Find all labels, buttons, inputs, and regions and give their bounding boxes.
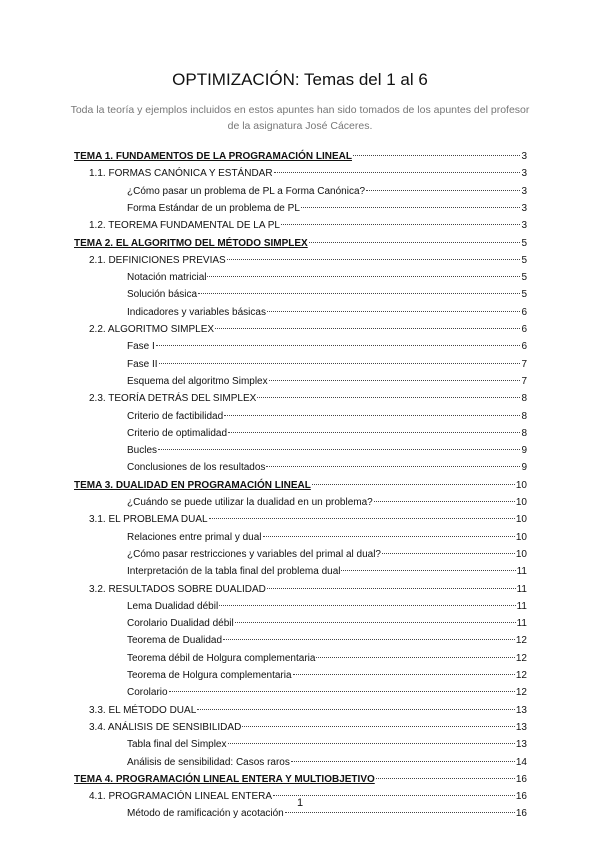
toc-entry[interactable] — [127, 548, 527, 561]
toc-entry-page: 11 — [516, 601, 527, 612]
toc-entry[interactable] — [74, 237, 527, 250]
toc-entry[interactable] — [127, 461, 527, 474]
page-number: 1 — [296, 797, 304, 809]
toc-entry-title: Criterio de optimalidad — [127, 428, 228, 439]
toc-dot-leader — [266, 466, 520, 467]
toc-entry[interactable] — [74, 150, 527, 163]
toc-entry[interactable] — [127, 669, 527, 682]
toc-entry-title: Fase I — [127, 341, 155, 352]
toc-entry-page: 6 — [521, 324, 527, 335]
toc-entry-title: 1.2. TEOREMA FUNDAMENTAL DE LA PL — [89, 220, 280, 231]
toc-entry[interactable] — [74, 479, 527, 492]
toc-entry-title: Teorema de Dualidad — [127, 635, 223, 646]
toc-entry[interactable] — [127, 271, 527, 284]
toc-entry-page: 5 — [521, 272, 527, 283]
toc-entry-title: 3.4. ANÁLISIS DE SENSIBILIDAD — [89, 722, 242, 733]
toc-entry-title: 4.1. PROGRAMACIÓN LINEAL ENTERA — [89, 791, 273, 802]
toc-entry[interactable] — [127, 617, 527, 630]
toc-entry-title: ¿Cómo pasar un problema de PL a Forma Canónica? — [127, 186, 366, 197]
toc-dot-leader — [156, 345, 521, 346]
toc-entry[interactable] — [89, 583, 527, 596]
toc-entry-title: Método de ramificación y acotación — [127, 808, 284, 819]
toc-entry-title: 2.3. TEORÍA DETRÁS DEL SIMPLEX — [89, 393, 257, 404]
toc-entry-title: TEMA 2. EL ALGORITMO DEL MÉTODO SIMPLEX — [74, 238, 308, 249]
toc-entry-page: 6 — [521, 341, 527, 352]
toc-entry-page: 8 — [521, 411, 527, 422]
toc-entry-title: 2.1. DEFINICIONES PREVIAS — [89, 255, 226, 266]
toc-entry-title: Teorema de Holgura complementaria — [127, 670, 292, 681]
toc-dot-leader — [159, 363, 521, 364]
toc-entry-page: 16 — [515, 791, 527, 802]
toc-entry-page: 7 — [521, 359, 527, 370]
toc-entry-title: Tabla final del Simplex — [127, 739, 227, 750]
toc-entry-page: 5 — [521, 238, 527, 249]
toc-dot-leader — [228, 432, 520, 433]
toc-entry-page: 13 — [515, 722, 527, 733]
toc-dot-leader — [242, 726, 515, 727]
toc-dot-leader — [267, 311, 520, 312]
toc-entry[interactable] — [127, 288, 527, 301]
toc-entry-page: 3 — [521, 203, 527, 214]
toc-entry-page: 8 — [521, 428, 527, 439]
toc-entry-title: Corolario Dualidad débil — [127, 618, 234, 629]
toc-entry-page: 3 — [521, 220, 527, 231]
toc-entry[interactable] — [127, 634, 527, 647]
toc-entry[interactable] — [89, 254, 527, 267]
toc-entry-title: TEMA 4. PROGRAMACIÓN LINEAL ENTERA Y MULTIOBJETIVO — [74, 774, 375, 785]
toc-dot-leader — [312, 484, 515, 485]
toc-dot-leader — [215, 328, 520, 329]
toc-entry-title: 3.2. RESULTADOS SOBRE DUALIDAD — [89, 584, 266, 595]
toc-dot-leader — [353, 155, 520, 156]
toc-entry-page: 13 — [515, 705, 527, 716]
toc-dot-leader — [293, 674, 515, 675]
toc-entry-title: 1.1. FORMAS CANÓNICA Y ESTÁNDAR — [89, 168, 273, 179]
toc-entry-page: 6 — [521, 307, 527, 318]
toc-entry-title: ¿Cómo pasar restricciones y variables del primal al dual? — [127, 549, 381, 560]
toc-entry[interactable] — [127, 444, 527, 457]
toc-entry[interactable] — [127, 202, 527, 215]
toc-dot-leader — [224, 415, 520, 416]
toc-entry[interactable] — [127, 306, 527, 319]
toc-entry-page: 7 — [521, 376, 527, 387]
toc-dot-leader — [374, 501, 515, 502]
toc-entry[interactable] — [89, 704, 527, 717]
toc-entry-title: Interpretación de la tabla final del problema dual — [127, 566, 341, 577]
toc-dot-leader — [198, 293, 520, 294]
toc-entry[interactable] — [127, 652, 527, 665]
toc-entry-title: Solución básica — [127, 289, 198, 300]
toc-dot-leader — [382, 553, 515, 554]
toc-entry-page: 11 — [516, 618, 527, 629]
toc-entry[interactable] — [89, 167, 527, 180]
toc-entry-page: 12 — [515, 635, 527, 646]
toc-dot-leader — [274, 172, 521, 173]
toc-entry-title: 3.3. EL MÉTODO DUAL — [89, 705, 197, 716]
toc-entry-page: 11 — [516, 566, 527, 577]
toc-dot-leader — [197, 709, 515, 710]
toc-entry-title: Fase II — [127, 359, 158, 370]
toc-dot-leader — [316, 657, 514, 658]
toc-entry-page: 10 — [515, 532, 527, 543]
toc-entry-page: 10 — [515, 549, 527, 560]
toc-entry-title: TEMA 3. DUALIDAD EN PROGRAMACIÓN LINEAL — [74, 480, 311, 491]
toc-entry-title: Esquema del algoritmo Simplex — [127, 376, 268, 387]
toc-dot-leader — [219, 605, 515, 606]
toc-dot-leader — [158, 449, 520, 450]
toc-entry-page: 3 — [521, 151, 527, 162]
toc-entry-page: 9 — [521, 462, 527, 473]
toc-entry-page: 12 — [515, 653, 527, 664]
toc-dot-leader — [376, 778, 515, 779]
toc-entry-title: Notación matricial — [127, 272, 207, 283]
toc-entry-title: Teorema débil de Holgura complementaria — [127, 653, 316, 664]
toc-dot-leader — [281, 224, 520, 225]
toc-entry-page: 13 — [515, 739, 527, 750]
toc-entry[interactable] — [89, 392, 527, 405]
toc-entry[interactable] — [127, 565, 527, 578]
toc-entry[interactable] — [89, 219, 527, 232]
toc-entry[interactable] — [127, 686, 527, 699]
toc-entry-title: 2.2. ALGORITMO SIMPLEX — [89, 324, 215, 335]
toc-entry-title: Corolario — [127, 687, 168, 698]
toc-entry-title: TEMA 1. FUNDAMENTOS DE LA PROGRAMACIÓN LINEAL — [74, 151, 352, 162]
toc-entry[interactable] — [127, 410, 527, 423]
toc-entry-page: 10 — [515, 514, 527, 525]
toc-entry[interactable] — [127, 600, 527, 613]
toc-entry-title: Análisis de sensibilidad: Casos raros — [127, 757, 290, 768]
toc-dot-leader — [235, 622, 516, 623]
toc-entry[interactable] — [127, 531, 527, 544]
toc-entry[interactable] — [127, 756, 527, 769]
toc-entry-page: 5 — [521, 289, 527, 300]
toc-entry-page: 16 — [515, 774, 527, 785]
toc-entry-page: 3 — [521, 168, 527, 179]
toc-entry[interactable] — [127, 375, 527, 388]
toc-dot-leader — [209, 518, 515, 519]
toc-entry[interactable] — [89, 323, 527, 336]
toc-dot-leader — [257, 397, 520, 398]
toc-entry-title: 3.1. EL PROBLEMA DUAL — [89, 514, 208, 525]
toc-dot-leader — [227, 259, 521, 260]
toc-entry[interactable] — [74, 773, 527, 786]
toc-dot-leader — [301, 207, 521, 208]
toc-entry[interactable] — [89, 721, 527, 734]
toc-dot-leader — [341, 570, 515, 571]
toc-dot-leader — [291, 761, 515, 762]
toc-entry[interactable] — [127, 185, 527, 198]
toc-entry-page: 9 — [521, 445, 527, 456]
toc-entry-page: 3 — [521, 186, 527, 197]
toc-entry[interactable] — [127, 427, 527, 440]
toc-entry-page: 16 — [515, 808, 527, 819]
toc-dot-leader — [366, 190, 520, 191]
toc-entry-title: Conclusiones de los resultados — [127, 462, 266, 473]
toc-entry[interactable] — [127, 358, 527, 371]
toc-dot-leader — [263, 536, 515, 537]
toc-entry[interactable] — [127, 738, 527, 751]
toc-entry-title: Indicadores y variables básicas — [127, 307, 266, 318]
toc-dot-leader — [285, 812, 515, 813]
toc-entry-page: 12 — [515, 687, 527, 698]
toc-entry-page: 14 — [515, 757, 527, 768]
toc-entry-page: 10 — [515, 497, 527, 508]
intro-paragraph: Toda la teoría y ejemplos incluidos en estos apuntes han sido tomados de los apuntes del profesor de la asignatura José Cáceres. — [70, 104, 530, 132]
toc-entry[interactable] — [127, 496, 527, 509]
toc-entry-page: 10 — [515, 480, 527, 491]
toc-entry-title: Criterio de factibilidad — [127, 411, 224, 422]
toc-dot-leader — [207, 276, 520, 277]
toc-dot-leader — [267, 588, 516, 589]
toc-entry-title: Forma Estándar de un problema de PL — [127, 203, 300, 214]
toc-entry-page: 12 — [515, 670, 527, 681]
toc-dot-leader — [273, 795, 515, 796]
toc-entry-title: ¿Cuándo se puede utilizar la dualidad en un problema? — [127, 497, 373, 508]
toc-dot-leader — [309, 242, 521, 243]
toc-entry-page: 5 — [521, 255, 527, 266]
toc-entry-title: Relaciones entre primal y dual — [127, 532, 262, 543]
document-title: OPTIMIZACIÓN: Temas del 1 al 6 — [172, 70, 428, 89]
toc-entry[interactable] — [127, 340, 527, 353]
toc-dot-leader — [228, 743, 515, 744]
toc-entry-page: 8 — [521, 393, 527, 404]
toc-entry-page: 11 — [516, 584, 527, 595]
toc-entry-title: Bucles — [127, 445, 158, 456]
toc-entry-title: Lema Dualidad débil — [127, 601, 219, 612]
toc-dot-leader — [223, 639, 515, 640]
toc-dot-leader — [269, 380, 521, 381]
toc-entry[interactable] — [89, 513, 527, 526]
toc-dot-leader — [169, 691, 515, 692]
